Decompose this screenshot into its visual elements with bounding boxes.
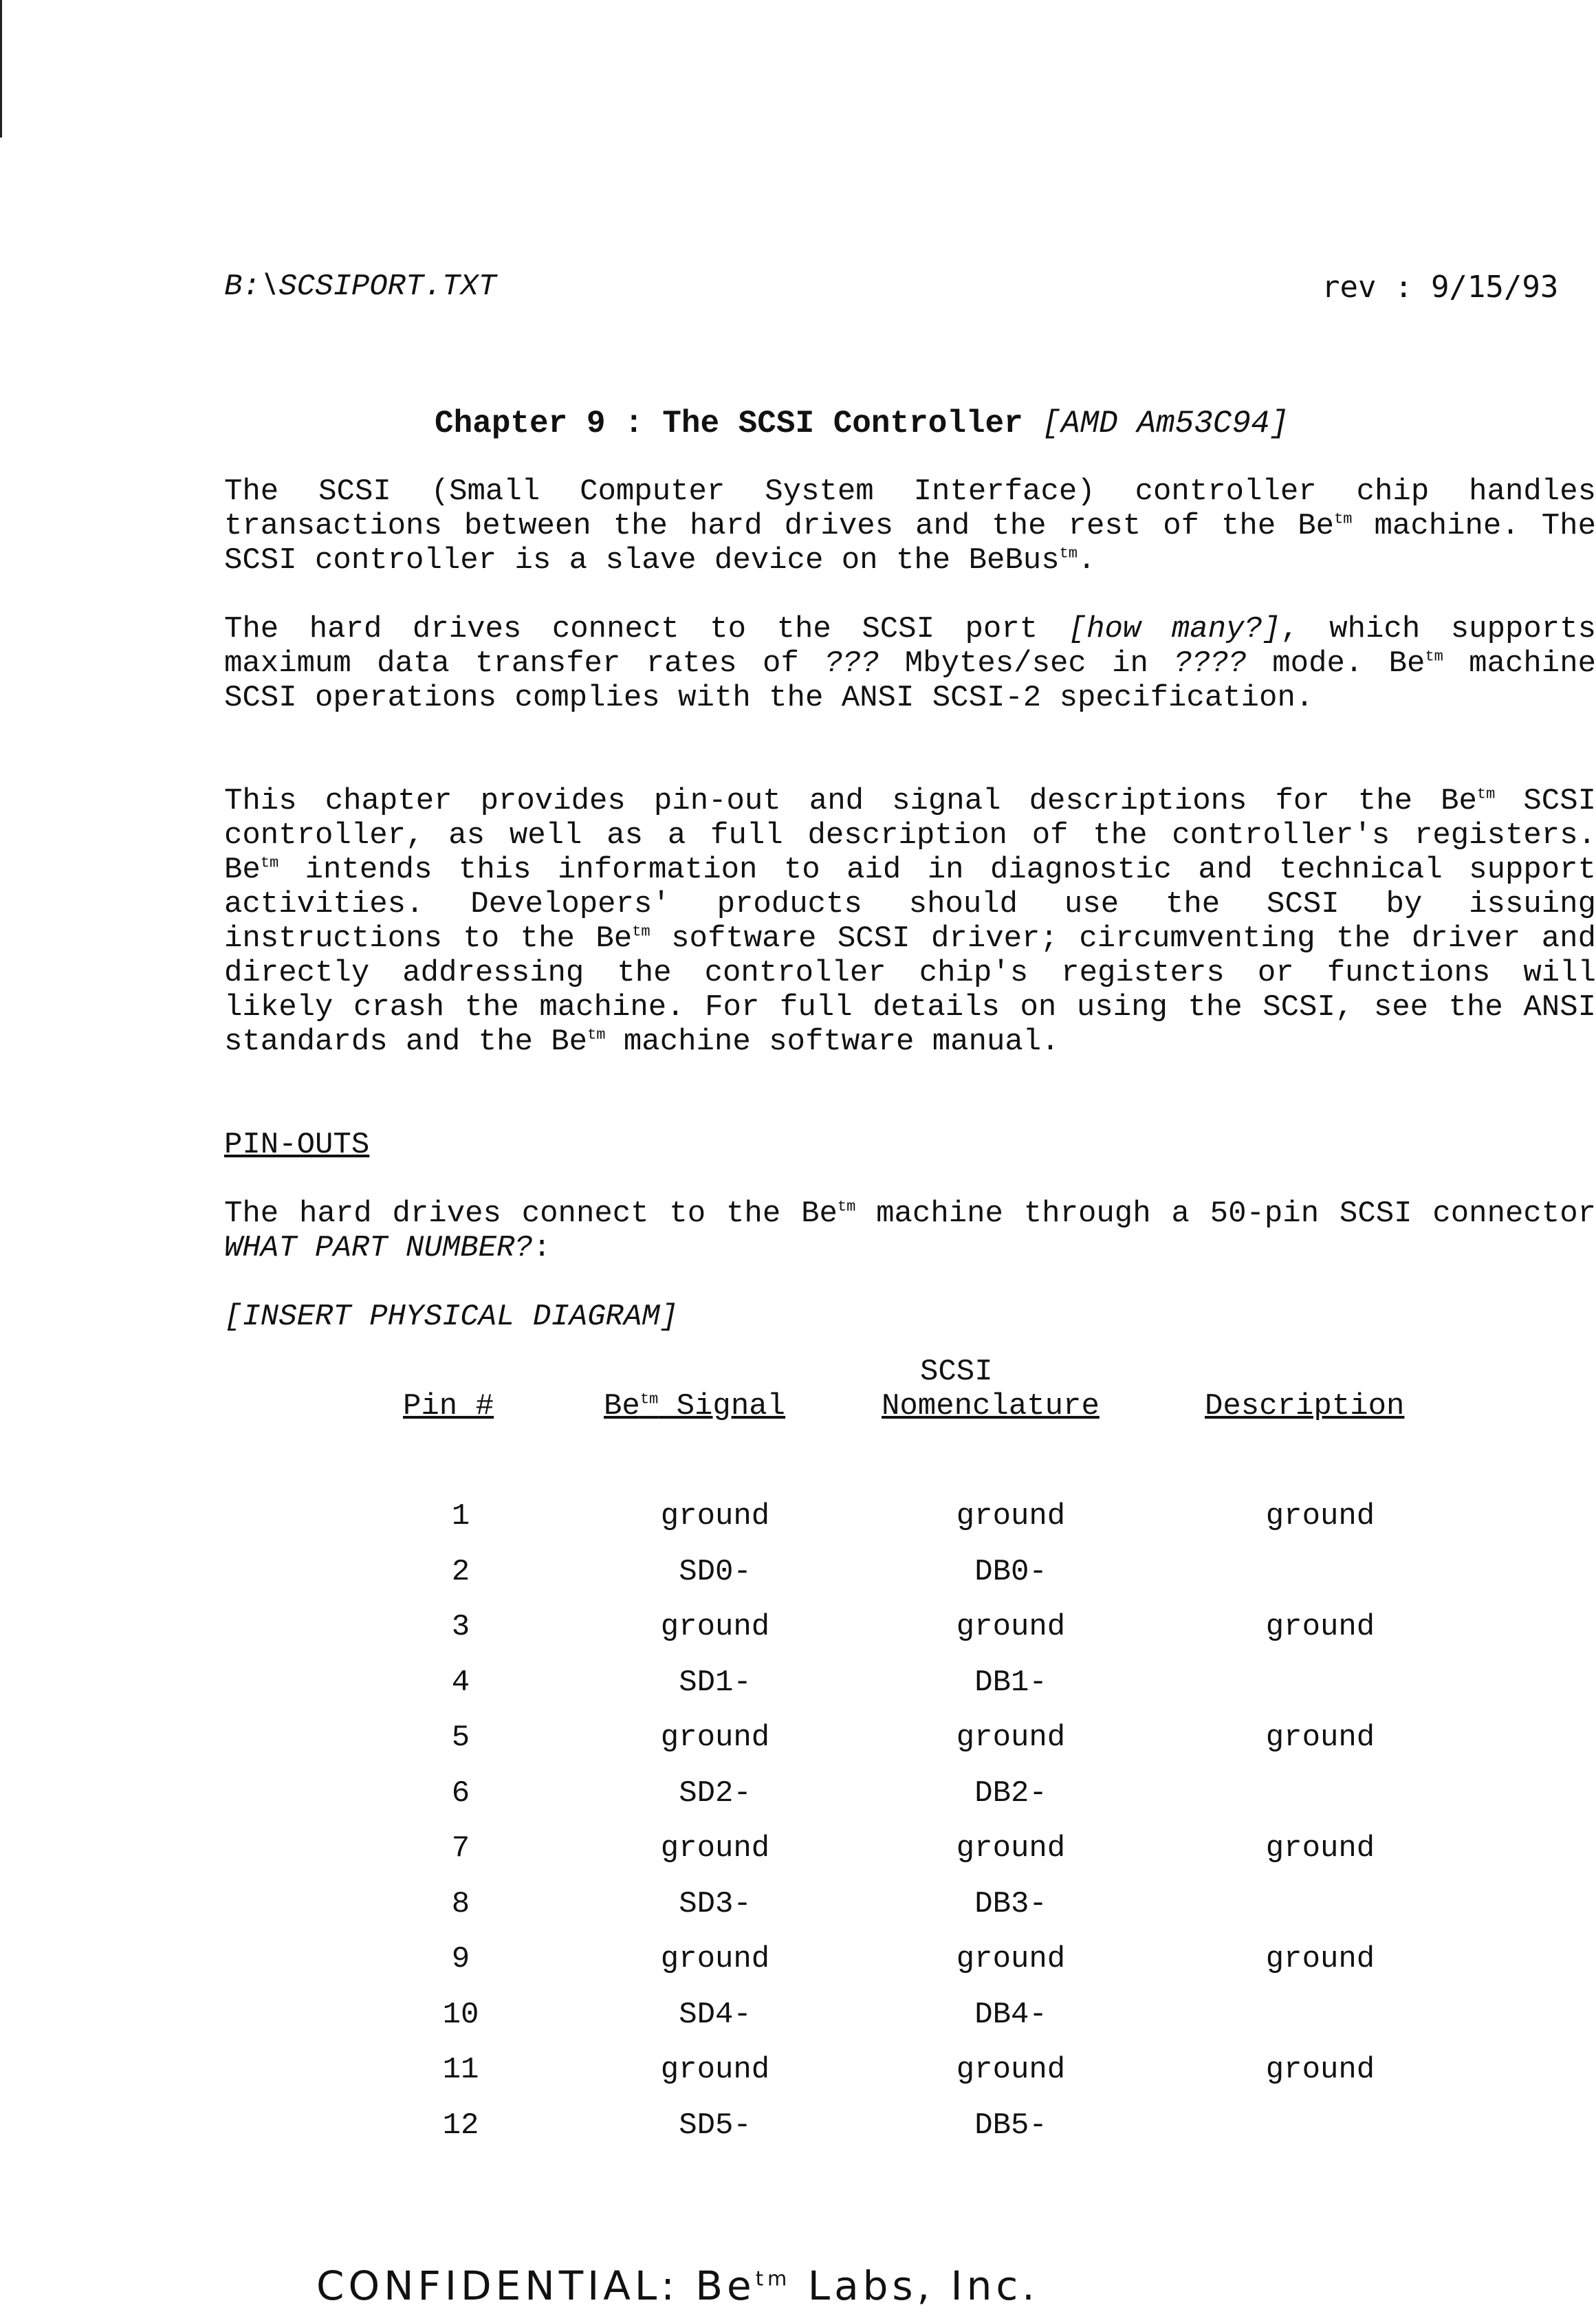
p3-d: software SCSI driver; circumventing the driver and directly addressing the controller chip's registers or functions will likely crash the machine. For full details on using the SCSI, see the ANSI standards and the Be <box>224 921 1596 1059</box>
insert-note: [INSERT PHYSICAL DIAGRAM] <box>224 1300 679 1334</box>
paragraph-connector <box>224 1197 1596 1265</box>
header-signal-be: Be <box>604 1389 640 1423</box>
pin-cell: 2 <box>451 1554 470 1589</box>
pin-cell: 5 <box>451 1721 470 1755</box>
tm-mark: tm <box>1334 510 1353 528</box>
table-row <box>0 2108 1596 2150</box>
tm-mark: tm <box>1059 545 1078 563</box>
table-row <box>0 1610 1596 1651</box>
table-header-pin: Pin # <box>403 1389 494 1423</box>
p2-a: The hard drives connect to the SCSI port <box>224 612 1069 646</box>
p4-a: The hard drives connect to the Be <box>224 1197 838 1231</box>
table-header-scsi: SCSI <box>920 1355 993 1389</box>
description-cell: ground <box>1265 1499 1375 1533</box>
pin-cell: 1 <box>451 1499 470 1533</box>
signal-cell: SD5- <box>679 2108 752 2143</box>
nomenclature-cell: DB3- <box>974 1886 1047 1921</box>
p2-e: machine SCSI operations complies with the ANSI SCSI-2 specification. <box>224 646 1596 715</box>
tm-mark: tm <box>1425 648 1443 666</box>
p3-a: This chapter provides pin-out and signal descriptions for the Be <box>224 784 1477 818</box>
description-cell: ground <box>1265 2053 1375 2087</box>
nomenclature-cell: ground <box>956 1942 1066 1976</box>
chapter-title-text: Chapter 9 : The SCSI Controller <box>435 406 1023 441</box>
scan-edge-mark <box>0 0 2 138</box>
pin-cell: 7 <box>451 1831 470 1866</box>
p2-em3: ???? <box>1174 646 1247 681</box>
pin-cell: 6 <box>451 1776 470 1811</box>
table-row <box>0 1887 1596 1928</box>
nomenclature-cell: DB1- <box>974 1665 1047 1700</box>
description-cell: ground <box>1265 1610 1375 1644</box>
p1-b: machine. The SCSI controller is a slave device on the BeBus <box>224 509 1596 578</box>
table-row <box>0 1998 1596 2039</box>
signal-cell: SD2- <box>679 1776 752 1811</box>
table-row <box>0 2053 1596 2094</box>
signal-cell: ground <box>660 1942 770 1976</box>
table-row <box>0 1776 1596 1818</box>
table-header-description: Description <box>1205 1389 1405 1423</box>
pin-cell: 12 <box>442 2108 479 2143</box>
footer-a: CONFIDENTIAL: Be <box>316 2262 756 2309</box>
table-row <box>0 1555 1596 1596</box>
nomenclature-cell: DB5- <box>974 2108 1047 2143</box>
signal-cell: SD1- <box>679 1665 752 1700</box>
paragraph-port <box>224 612 1596 715</box>
signal-cell: ground <box>660 1831 770 1866</box>
nomenclature-cell: ground <box>956 1831 1066 1866</box>
nomenclature-cell: DB2- <box>974 1776 1047 1811</box>
nomenclature-cell: ground <box>956 1499 1066 1533</box>
pin-cell: 8 <box>451 1886 470 1921</box>
section-title: PIN-OUTS <box>224 1128 370 1162</box>
pin-cell: 3 <box>451 1610 470 1644</box>
p2-em2: ??? <box>824 646 879 681</box>
chapter-subtitle: [AMD Am53C94] <box>1042 406 1289 441</box>
p2-c: Mbytes/sec in <box>879 646 1174 681</box>
table-row <box>0 1666 1596 1707</box>
paragraph-intro <box>224 474 1596 578</box>
p4-c: : <box>532 1231 551 1265</box>
footer-b: Labs, Inc. <box>791 2262 1039 2309</box>
tm-mark: tm <box>632 923 651 941</box>
signal-cell: SD4- <box>679 1997 752 2032</box>
paragraph-description <box>224 784 1596 1059</box>
signal-cell: SD3- <box>679 1886 752 1921</box>
tm-mark: tm <box>587 1026 606 1044</box>
table-header-signal <box>604 1389 785 1423</box>
p3-c: intends this information to aid in diagnostic and technical support activities. Developers' products should use the SCSI by issuing instructions to the Be <box>224 853 1596 956</box>
p1-c: . <box>1078 543 1096 578</box>
p3-e: machine software manual. <box>605 1025 1060 1059</box>
signal-cell: ground <box>660 1499 770 1533</box>
signal-cell: ground <box>660 2053 770 2087</box>
table-row <box>0 1499 1596 1540</box>
tm-mark: tm <box>1476 785 1496 803</box>
header-signal-text: Signal <box>658 1389 786 1423</box>
p2-b: , which supports maximum data transfer rates of <box>224 612 1596 681</box>
description-cell: ground <box>1265 1942 1375 1976</box>
pin-cell: 10 <box>442 1997 479 2032</box>
nomenclature-cell: ground <box>956 1610 1066 1644</box>
nomenclature-cell: ground <box>956 1721 1066 1755</box>
signal-cell: SD0- <box>679 1554 752 1589</box>
signal-cell: ground <box>660 1610 770 1644</box>
table-row <box>0 1942 1596 1983</box>
nomenclature-cell: ground <box>956 2053 1066 2087</box>
signal-cell: ground <box>660 1721 770 1755</box>
tm-mark: tm <box>837 1198 856 1216</box>
tm-mark: tm <box>260 854 279 872</box>
tm-mark: tm <box>755 2267 791 2291</box>
pin-cell: 11 <box>442 2053 479 2087</box>
pin-cell: 9 <box>451 1942 470 1976</box>
table-row <box>0 1831 1596 1873</box>
nomenclature-cell: DB4- <box>974 1997 1047 2032</box>
p1-a: The SCSI (Small Computer System Interface) controller chip handles transactions between the hard drives and the rest of the Be <box>224 474 1596 543</box>
description-cell: ground <box>1265 1721 1375 1755</box>
p2-em1: [how many?] <box>1068 612 1281 646</box>
header-revision: rev : 9/15/93 <box>1322 270 1559 305</box>
p4-em: WHAT PART NUMBER? <box>224 1231 533 1265</box>
tm-mark: tm <box>640 1390 659 1408</box>
p3-b: SCSI controller, as well as a full description of the controller's registers. Be <box>224 784 1596 887</box>
p2-d: mode. Be <box>1246 646 1425 681</box>
header-filename: B:\SCSIPORT.TXT <box>224 270 497 304</box>
nomenclature-cell: DB0- <box>974 1554 1047 1589</box>
chapter-title <box>435 406 1289 441</box>
description-cell: ground <box>1265 1831 1375 1866</box>
p4-b: machine through a 50-pin SCSI connector <box>855 1197 1596 1231</box>
footer-confidential <box>316 2262 1039 2309</box>
table-row <box>0 1721 1596 1762</box>
pin-cell: 4 <box>451 1665 470 1700</box>
table-header-nomenclature: Nomenclature <box>882 1389 1100 1423</box>
